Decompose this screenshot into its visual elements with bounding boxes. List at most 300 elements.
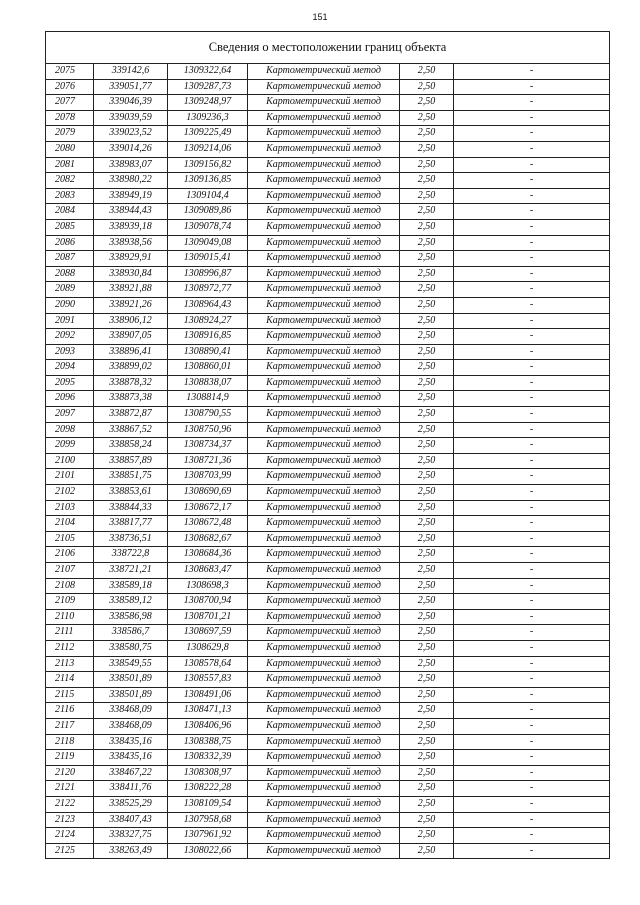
- note-cell: -: [454, 796, 610, 812]
- accuracy-cell: 2,50: [400, 703, 454, 719]
- method-cell: Картометрический метод: [248, 453, 400, 469]
- point-number-cell: 2112: [46, 640, 94, 656]
- x-coordinate-cell: 338857,89: [94, 453, 168, 469]
- method-cell: Картометрический метод: [248, 672, 400, 688]
- y-coordinate-cell: 1308890,41: [168, 344, 248, 360]
- note-cell: -: [454, 141, 610, 157]
- note-cell: -: [454, 594, 610, 610]
- accuracy-cell: 2,50: [400, 297, 454, 313]
- note-cell: -: [454, 126, 610, 142]
- accuracy-cell: 2,50: [400, 640, 454, 656]
- table-row: [46, 594, 610, 610]
- point-number-cell: 2094: [46, 360, 94, 376]
- y-coordinate-cell: 1308578,64: [168, 656, 248, 672]
- y-coordinate-cell: 1307958,68: [168, 812, 248, 828]
- note-cell: -: [454, 407, 610, 423]
- point-number-cell: 2109: [46, 594, 94, 610]
- accuracy-cell: 2,50: [400, 547, 454, 563]
- point-number-cell: 2102: [46, 485, 94, 501]
- note-cell: -: [454, 313, 610, 329]
- accuracy-cell: 2,50: [400, 188, 454, 204]
- accuracy-cell: 2,50: [400, 812, 454, 828]
- table-title: Сведения о местоположении границ объекта: [46, 32, 610, 64]
- method-cell: Картометрический метод: [248, 578, 400, 594]
- point-number-cell: 2108: [46, 578, 94, 594]
- x-coordinate-cell: 338938,56: [94, 235, 168, 251]
- note-cell: -: [454, 781, 610, 797]
- x-coordinate-cell: 338899,02: [94, 360, 168, 376]
- table-row: [46, 282, 610, 298]
- y-coordinate-cell: 1308683,47: [168, 563, 248, 579]
- table-row: [46, 79, 610, 95]
- accuracy-cell: 2,50: [400, 843, 454, 859]
- table-row: [46, 703, 610, 719]
- point-number-cell: 2078: [46, 110, 94, 126]
- point-number-cell: 2113: [46, 656, 94, 672]
- table-row: [46, 812, 610, 828]
- accuracy-cell: 2,50: [400, 282, 454, 298]
- accuracy-cell: 2,50: [400, 796, 454, 812]
- point-number-cell: 2097: [46, 407, 94, 423]
- table-row: [46, 297, 610, 313]
- accuracy-cell: 2,50: [400, 235, 454, 251]
- table-row: [46, 126, 610, 142]
- method-cell: Картометрический метод: [248, 95, 400, 111]
- table-row: [46, 625, 610, 641]
- accuracy-cell: 2,50: [400, 407, 454, 423]
- method-cell: Картометрический метод: [248, 407, 400, 423]
- x-coordinate-cell: 339046,39: [94, 95, 168, 111]
- table-row: [46, 656, 610, 672]
- table-row: [46, 219, 610, 235]
- x-coordinate-cell: 338921,88: [94, 282, 168, 298]
- y-coordinate-cell: 1308750,96: [168, 422, 248, 438]
- table-row: [46, 718, 610, 734]
- y-coordinate-cell: 1309236,3: [168, 110, 248, 126]
- point-number-cell: 2100: [46, 453, 94, 469]
- method-cell: Картометрический метод: [248, 188, 400, 204]
- method-cell: Картометрический метод: [248, 251, 400, 267]
- x-coordinate-cell: 338858,24: [94, 438, 168, 454]
- accuracy-cell: 2,50: [400, 656, 454, 672]
- table-row: [46, 173, 610, 189]
- method-cell: Картометрический метод: [248, 219, 400, 235]
- accuracy-cell: 2,50: [400, 266, 454, 282]
- y-coordinate-cell: 1309225,49: [168, 126, 248, 142]
- table-row: [46, 375, 610, 391]
- y-coordinate-cell: 1309078,74: [168, 219, 248, 235]
- y-coordinate-cell: 1308471,13: [168, 703, 248, 719]
- point-number-cell: 2095: [46, 375, 94, 391]
- x-coordinate-cell: 338435,16: [94, 750, 168, 766]
- table-row: [46, 110, 610, 126]
- y-coordinate-cell: 1309136,85: [168, 173, 248, 189]
- method-cell: Картометрический метод: [248, 812, 400, 828]
- method-cell: Картометрический метод: [248, 297, 400, 313]
- point-number-cell: 2086: [46, 235, 94, 251]
- table-row: [46, 188, 610, 204]
- accuracy-cell: 2,50: [400, 765, 454, 781]
- x-coordinate-cell: 338944,43: [94, 204, 168, 220]
- note-cell: -: [454, 219, 610, 235]
- point-number-cell: 2089: [46, 282, 94, 298]
- table-row: [46, 828, 610, 844]
- table-row: [46, 438, 610, 454]
- method-cell: Картометрический метод: [248, 438, 400, 454]
- point-number-cell: 2091: [46, 313, 94, 329]
- y-coordinate-cell: 1308703,99: [168, 469, 248, 485]
- y-coordinate-cell: 1308684,36: [168, 547, 248, 563]
- y-coordinate-cell: 1309015,41: [168, 251, 248, 267]
- table-row: [46, 765, 610, 781]
- x-coordinate-cell: 338501,89: [94, 672, 168, 688]
- note-cell: -: [454, 812, 610, 828]
- y-coordinate-cell: 1308697,59: [168, 625, 248, 641]
- y-coordinate-cell: 1307961,92: [168, 828, 248, 844]
- y-coordinate-cell: 1308996,87: [168, 266, 248, 282]
- note-cell: -: [454, 453, 610, 469]
- page-number: 151: [312, 12, 328, 22]
- y-coordinate-cell: 1308022,66: [168, 843, 248, 859]
- y-coordinate-cell: 1308924,27: [168, 313, 248, 329]
- x-coordinate-cell: 338921,26: [94, 297, 168, 313]
- note-cell: -: [454, 578, 610, 594]
- accuracy-cell: 2,50: [400, 219, 454, 235]
- table-row: [46, 672, 610, 688]
- note-cell: -: [454, 718, 610, 734]
- note-cell: -: [454, 391, 610, 407]
- y-coordinate-cell: 1308916,85: [168, 329, 248, 345]
- y-coordinate-cell: 1309104,4: [168, 188, 248, 204]
- accuracy-cell: 2,50: [400, 95, 454, 111]
- table-header-row: [46, 32, 610, 64]
- accuracy-cell: 2,50: [400, 329, 454, 345]
- point-number-cell: 2101: [46, 469, 94, 485]
- method-cell: Картометрический метод: [248, 469, 400, 485]
- note-cell: -: [454, 516, 610, 532]
- y-coordinate-cell: 1308308,97: [168, 765, 248, 781]
- point-number-cell: 2080: [46, 141, 94, 157]
- x-coordinate-cell: 338736,51: [94, 531, 168, 547]
- accuracy-cell: 2,50: [400, 204, 454, 220]
- x-coordinate-cell: 338586,98: [94, 609, 168, 625]
- accuracy-cell: 2,50: [400, 625, 454, 641]
- y-coordinate-cell: 1308332,39: [168, 750, 248, 766]
- method-cell: Картометрический метод: [248, 64, 400, 80]
- method-cell: Картометрический метод: [248, 516, 400, 532]
- table-row: [46, 360, 610, 376]
- point-number-cell: 2122: [46, 796, 94, 812]
- method-cell: Картометрический метод: [248, 828, 400, 844]
- note-cell: -: [454, 547, 610, 563]
- x-coordinate-cell: 338817,77: [94, 516, 168, 532]
- method-cell: Картометрический метод: [248, 765, 400, 781]
- method-cell: Картометрический метод: [248, 266, 400, 282]
- note-cell: -: [454, 157, 610, 173]
- method-cell: Картометрический метод: [248, 344, 400, 360]
- method-cell: Картометрический метод: [248, 547, 400, 563]
- y-coordinate-cell: 1308406,96: [168, 718, 248, 734]
- x-coordinate-cell: 338851,75: [94, 469, 168, 485]
- point-number-cell: 2088: [46, 266, 94, 282]
- y-coordinate-cell: 1308734,37: [168, 438, 248, 454]
- table-row: [46, 547, 610, 563]
- y-coordinate-cell: 1308698,3: [168, 578, 248, 594]
- note-cell: -: [454, 609, 610, 625]
- x-coordinate-cell: 338844,33: [94, 500, 168, 516]
- table-row: [46, 687, 610, 703]
- point-number-cell: 2098: [46, 422, 94, 438]
- method-cell: Картометрический метод: [248, 485, 400, 501]
- note-cell: -: [454, 531, 610, 547]
- note-cell: -: [454, 251, 610, 267]
- point-number-cell: 2119: [46, 750, 94, 766]
- y-coordinate-cell: 1309248,97: [168, 95, 248, 111]
- point-number-cell: 2092: [46, 329, 94, 345]
- y-coordinate-cell: 1309287,73: [168, 79, 248, 95]
- note-cell: -: [454, 672, 610, 688]
- y-coordinate-cell: 1308109,54: [168, 796, 248, 812]
- point-number-cell: 2120: [46, 765, 94, 781]
- accuracy-cell: 2,50: [400, 64, 454, 80]
- method-cell: Картометрический метод: [248, 375, 400, 391]
- table-row: [46, 796, 610, 812]
- accuracy-cell: 2,50: [400, 516, 454, 532]
- x-coordinate-cell: 338501,89: [94, 687, 168, 703]
- accuracy-cell: 2,50: [400, 469, 454, 485]
- x-coordinate-cell: 338939,18: [94, 219, 168, 235]
- boundary-table: [45, 31, 610, 859]
- method-cell: Картометрический метод: [248, 531, 400, 547]
- point-number-cell: 2076: [46, 79, 94, 95]
- x-coordinate-cell: 338872,87: [94, 407, 168, 423]
- accuracy-cell: 2,50: [400, 438, 454, 454]
- accuracy-cell: 2,50: [400, 344, 454, 360]
- method-cell: Картометрический метод: [248, 734, 400, 750]
- table-row: [46, 516, 610, 532]
- x-coordinate-cell: 338906,12: [94, 313, 168, 329]
- y-coordinate-cell: 1308972,77: [168, 282, 248, 298]
- x-coordinate-cell: 338586,7: [94, 625, 168, 641]
- x-coordinate-cell: 339142,6: [94, 64, 168, 80]
- point-number-cell: 2096: [46, 391, 94, 407]
- table-row: [46, 157, 610, 173]
- table-row: [46, 204, 610, 220]
- table-row: [46, 422, 610, 438]
- point-number-cell: 2117: [46, 718, 94, 734]
- point-number-cell: 2087: [46, 251, 94, 267]
- note-cell: -: [454, 422, 610, 438]
- y-coordinate-cell: 1308721,36: [168, 453, 248, 469]
- accuracy-cell: 2,50: [400, 609, 454, 625]
- method-cell: Картометрический метод: [248, 360, 400, 376]
- accuracy-cell: 2,50: [400, 157, 454, 173]
- note-cell: -: [454, 625, 610, 641]
- note-cell: -: [454, 469, 610, 485]
- method-cell: Картометрический метод: [248, 126, 400, 142]
- x-coordinate-cell: 338896,41: [94, 344, 168, 360]
- accuracy-cell: 2,50: [400, 453, 454, 469]
- x-coordinate-cell: 338468,09: [94, 703, 168, 719]
- table-row: [46, 344, 610, 360]
- note-cell: -: [454, 734, 610, 750]
- y-coordinate-cell: 1308814,9: [168, 391, 248, 407]
- table-row: [46, 531, 610, 547]
- table-row: [46, 95, 610, 111]
- note-cell: -: [454, 843, 610, 859]
- point-number-cell: 2083: [46, 188, 94, 204]
- accuracy-cell: 2,50: [400, 750, 454, 766]
- table-row: [46, 251, 610, 267]
- y-coordinate-cell: 1309322,64: [168, 64, 248, 80]
- x-coordinate-cell: 339051,77: [94, 79, 168, 95]
- table-row: [46, 578, 610, 594]
- accuracy-cell: 2,50: [400, 79, 454, 95]
- method-cell: Картометрический метод: [248, 656, 400, 672]
- point-number-cell: 2121: [46, 781, 94, 797]
- x-coordinate-cell: 338722,8: [94, 547, 168, 563]
- point-number-cell: 2077: [46, 95, 94, 111]
- y-coordinate-cell: 1308790,55: [168, 407, 248, 423]
- y-coordinate-cell: 1308700,94: [168, 594, 248, 610]
- note-cell: -: [454, 204, 610, 220]
- accuracy-cell: 2,50: [400, 531, 454, 547]
- x-coordinate-cell: 339014,26: [94, 141, 168, 157]
- x-coordinate-cell: 338263,49: [94, 843, 168, 859]
- y-coordinate-cell: 1308860,01: [168, 360, 248, 376]
- method-cell: Картометрический метод: [248, 173, 400, 189]
- point-number-cell: 2115: [46, 687, 94, 703]
- method-cell: Картометрический метод: [248, 640, 400, 656]
- note-cell: -: [454, 640, 610, 656]
- accuracy-cell: 2,50: [400, 126, 454, 142]
- x-coordinate-cell: 338327,75: [94, 828, 168, 844]
- x-coordinate-cell: 338468,09: [94, 718, 168, 734]
- point-number-cell: 2084: [46, 204, 94, 220]
- table-row: [46, 734, 610, 750]
- table-row: [46, 64, 610, 80]
- table-row: [46, 453, 610, 469]
- x-coordinate-cell: 338589,18: [94, 578, 168, 594]
- table-row: [46, 640, 610, 656]
- accuracy-cell: 2,50: [400, 672, 454, 688]
- accuracy-cell: 2,50: [400, 828, 454, 844]
- note-cell: -: [454, 79, 610, 95]
- table-row: [46, 469, 610, 485]
- accuracy-cell: 2,50: [400, 110, 454, 126]
- note-cell: -: [454, 173, 610, 189]
- accuracy-cell: 2,50: [400, 594, 454, 610]
- point-number-cell: 2082: [46, 173, 94, 189]
- point-number-cell: 2124: [46, 828, 94, 844]
- point-number-cell: 2118: [46, 734, 94, 750]
- point-number-cell: 2103: [46, 500, 94, 516]
- table-row: [46, 750, 610, 766]
- table-row: [46, 141, 610, 157]
- point-number-cell: 2106: [46, 547, 94, 563]
- x-coordinate-cell: 338549,55: [94, 656, 168, 672]
- point-number-cell: 2116: [46, 703, 94, 719]
- x-coordinate-cell: 339039,59: [94, 110, 168, 126]
- x-coordinate-cell: 338853,61: [94, 485, 168, 501]
- table-row: [46, 485, 610, 501]
- x-coordinate-cell: 338411,76: [94, 781, 168, 797]
- y-coordinate-cell: 1308682,67: [168, 531, 248, 547]
- y-coordinate-cell: 1308557,83: [168, 672, 248, 688]
- method-cell: Картометрический метод: [248, 718, 400, 734]
- note-cell: -: [454, 344, 610, 360]
- y-coordinate-cell: 1308388,75: [168, 734, 248, 750]
- point-number-cell: 2085: [46, 219, 94, 235]
- method-cell: Картометрический метод: [248, 110, 400, 126]
- accuracy-cell: 2,50: [400, 687, 454, 703]
- y-coordinate-cell: 1308838,07: [168, 375, 248, 391]
- point-number-cell: 2125: [46, 843, 94, 859]
- method-cell: Картометрический метод: [248, 422, 400, 438]
- y-coordinate-cell: 1309156,82: [168, 157, 248, 173]
- point-number-cell: 2075: [46, 64, 94, 80]
- point-number-cell: 2114: [46, 672, 94, 688]
- note-cell: -: [454, 656, 610, 672]
- y-coordinate-cell: 1309089,86: [168, 204, 248, 220]
- method-cell: Картометрический метод: [248, 141, 400, 157]
- x-coordinate-cell: 338589,12: [94, 594, 168, 610]
- note-cell: -: [454, 110, 610, 126]
- point-number-cell: 2105: [46, 531, 94, 547]
- accuracy-cell: 2,50: [400, 173, 454, 189]
- method-cell: Картометрический метод: [248, 687, 400, 703]
- accuracy-cell: 2,50: [400, 500, 454, 516]
- point-number-cell: 2081: [46, 157, 94, 173]
- note-cell: -: [454, 563, 610, 579]
- point-number-cell: 2110: [46, 609, 94, 625]
- method-cell: Картометрический метод: [248, 157, 400, 173]
- method-cell: Картометрический метод: [248, 781, 400, 797]
- point-number-cell: 2099: [46, 438, 94, 454]
- y-coordinate-cell: 1308222,28: [168, 781, 248, 797]
- table-row: [46, 313, 610, 329]
- note-cell: -: [454, 375, 610, 391]
- table-row: [46, 843, 610, 859]
- x-coordinate-cell: 338878,32: [94, 375, 168, 391]
- x-coordinate-cell: 339023,52: [94, 126, 168, 142]
- y-coordinate-cell: 1308964,43: [168, 297, 248, 313]
- point-number-cell: 2104: [46, 516, 94, 532]
- x-coordinate-cell: 338580,75: [94, 640, 168, 656]
- y-coordinate-cell: 1308701,21: [168, 609, 248, 625]
- x-coordinate-cell: 338525,29: [94, 796, 168, 812]
- method-cell: Картометрический метод: [248, 313, 400, 329]
- note-cell: -: [454, 297, 610, 313]
- table-row: [46, 407, 610, 423]
- note-cell: -: [454, 703, 610, 719]
- method-cell: Картометрический метод: [248, 625, 400, 641]
- table-body: [46, 32, 610, 859]
- y-coordinate-cell: 1309214,06: [168, 141, 248, 157]
- accuracy-cell: 2,50: [400, 375, 454, 391]
- note-cell: -: [454, 95, 610, 111]
- point-number-cell: 2107: [46, 563, 94, 579]
- note-cell: -: [454, 438, 610, 454]
- x-coordinate-cell: 338467,22: [94, 765, 168, 781]
- accuracy-cell: 2,50: [400, 485, 454, 501]
- point-number-cell: 2090: [46, 297, 94, 313]
- accuracy-cell: 2,50: [400, 313, 454, 329]
- point-number-cell: 2079: [46, 126, 94, 142]
- accuracy-cell: 2,50: [400, 734, 454, 750]
- method-cell: Картометрический метод: [248, 563, 400, 579]
- note-cell: -: [454, 282, 610, 298]
